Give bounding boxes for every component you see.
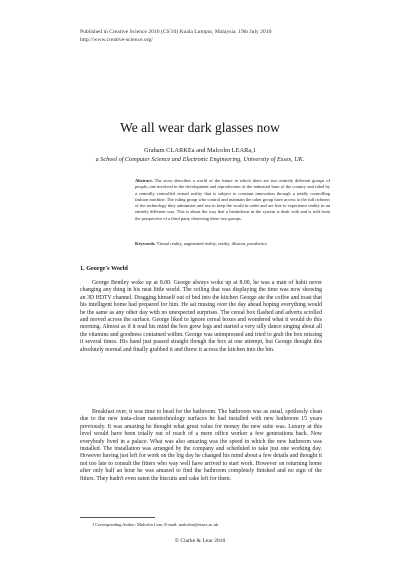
paper-title: We all wear dark glasses now — [120, 120, 280, 135]
body-paragraph-1: George Bentley woke up at 8.00. George always woke up at 8.00, he was a man of habit never changing any thing in his neat little world. The ceiling that was displaying the time was now showing an 3D HDTV channel. Dragging himself out of bed into the kitchen George ate the coffee and toast that his intelligent home had prepared for him. He sat musing over the day ahead hoping everything would be the same as any other day with no unexpected surprises. The cereal box flashed and adverts scrolled and moved across the surface. George liked to ignore cereal boxes and wondered what it would do this morning. Almost as if it read his mind the box grew legs and started a very silly dance singing about all the vitamins and goodness contained within. George was unimpressed and tried to grab the box missing it several times. His hand just passed straight though the box at one attempt, but George thought this absolutely normal and finally grabbed it and threw it across the kitchen into the bin. — [80, 280, 322, 353]
keywords-label: Keywords. — [135, 241, 156, 246]
footnote: 1 Corresponding Author: Malcolm Lear; E-mail: malcolm@essex.ac.uk. — [92, 522, 220, 527]
section-heading: 1. George's World — [80, 265, 128, 272]
affiliation: a School of Computer Science and Electronic Engineering, University of Essex, UK. — [95, 156, 305, 163]
abstract-block — [135, 178, 330, 222]
body-paragraph-2: Breakfast over, it was time to head for the bathroom. The bathroom was as usual, spotlessly clean due to the new insta-clean nanotechnology surfaces he had installed with new bathroom 15 years previously. It was amazing he thought what great value for money the new suite was. Luxury at this level would have been totally out of reach of a mere office worker a few generations back. Now everybody lived in a palace. What was also amazing was the speed in which the new bathroom was installed. The installation was arranged by the company and scheduled to take just one working day. However having just left for work on the big day he changed his mind about a few details and thought it not too late to consult the fitters who way well have arrived to start work. However on returning home after only half an hour he was amazed to find the bathroom completely finished and no sign of the fitters. They hadn't even eaten the biscuits and cake left for them. — [80, 409, 322, 482]
abstract-label: Abstract. — [135, 178, 153, 183]
copyright-footer: © Clarke & Lear 2010 — [174, 538, 226, 544]
header-url[interactable]: http://www.creative-science.org/ — [80, 37, 153, 43]
keywords-text: Virtual reality, augmented reality, reality, illusion, prosthetics — [156, 241, 267, 246]
footnote-divider — [80, 517, 155, 518]
keywords-block — [135, 241, 330, 247]
abstract-text: The story describes a world of the future in which there are two entirely different groups of people, one involved in the development and reproduction of the industrial base of the country and ruled by a centrally controlled virtual reality that is subject to constant innovation through a totally controlling fashion machine. The ruling group who control and maintain the other group have access to the full richness of the technology they administer and use to keep the world in order and are free to experience reality in an entirely different way. This is about the way that a breakdown in the system is dealt with and is told from the perspective of a third party observing these two groups. — [135, 178, 330, 221]
author-list: Graham CLARKEa and Malcolm LEARa,1 — [144, 147, 256, 154]
header-publication-line: Published in Creative Science 2010 (CS'10) Kuala Lumpur, Malaysia. 19th July 2010 — [80, 29, 272, 35]
publication-header — [80, 28, 271, 44]
